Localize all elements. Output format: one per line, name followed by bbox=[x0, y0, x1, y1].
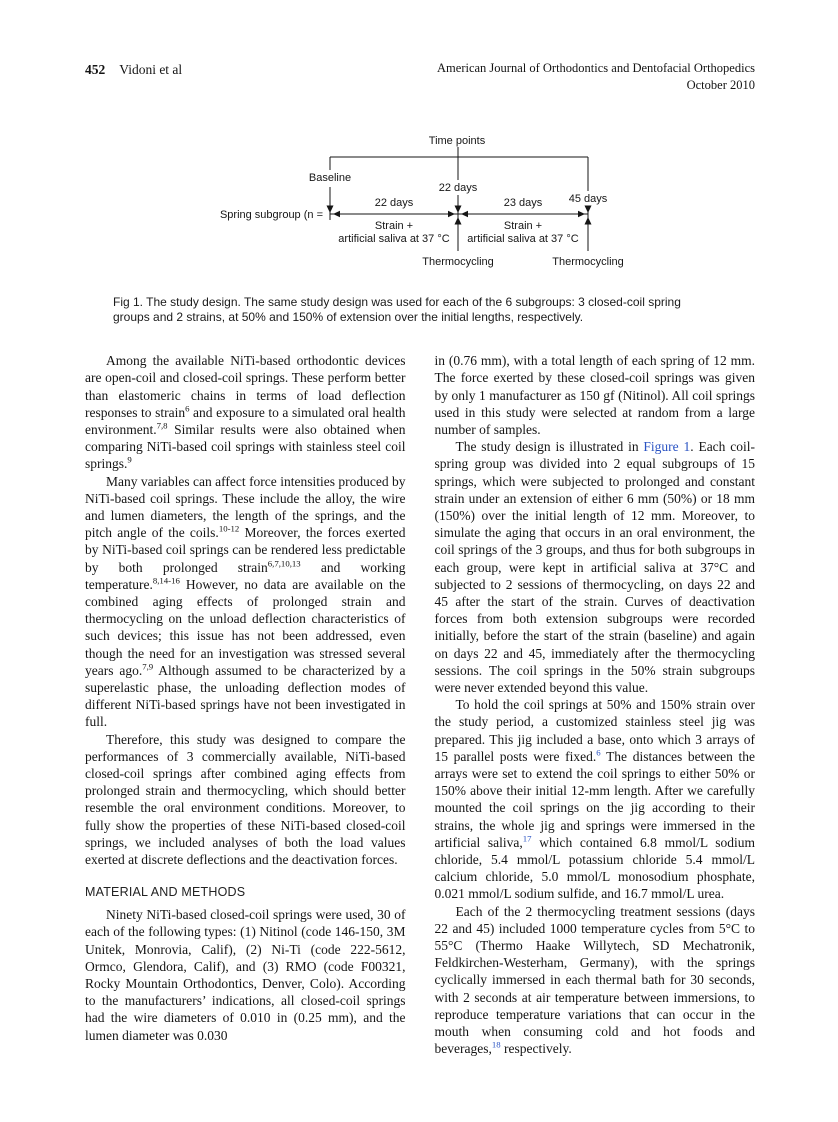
right-column bbox=[435, 352, 756, 1057]
text-run: The distances between the arrays were set to extend the coil springs to either 50% or 150% above their initial 12-mm length. After we carefully mounted the coil springs on the jig according to their strains, the whole jig and springs were immersed in the artificial saliva, bbox=[434, 748, 756, 850]
citation-reference: 7,9 bbox=[142, 661, 154, 672]
paragraph bbox=[85, 906, 406, 1044]
paragraph bbox=[435, 696, 756, 902]
strain-label-2-line1: Strain + bbox=[503, 219, 543, 232]
text-run: To hold the coil springs at 50% and 150% strain over the study period, a customized stainless steel jig was prepared. This jig included a base, onto which 3 arrays of 15 parallel posts were fixed. bbox=[434, 697, 755, 764]
text-run: Ninety NiTi-based closed-coil springs were used, 30 of each of the following types: (1) Nitinol (code 146-150, 3M Unitek, Monrovia, Calif), (2) Ni-Ti (code 222-5612, Ormco, Glendora, Calif), and (3) RMO (code F00321, Rocky Mountain Orthodontics, Denver, Colo). According to the manufacturers’ indications, all closed-coil springs had the wire diameters of 0.010 in (0.25 mm), and the lumen diameter was 0.030 bbox=[85, 907, 406, 1043]
running-authors: Vidoni et al bbox=[119, 62, 183, 77]
page-header bbox=[85, 60, 755, 95]
journal-info bbox=[437, 60, 755, 95]
text-run: in (0.76 mm), with a total length of each spring of 12 mm. The force exerted by these closed-coil springs was given by only 1 manufacturer as 150 gf (Nitinol). All coil springs used in this study were selected at random from a large number of samples. bbox=[434, 353, 755, 437]
text-run: Each of the 2 thermocycling treatment sessions (days 22 and 45) included 1000 temperature cycles from 5°C to 55°C (Thermo Haake Willytech, SD Mechatronik, Feldkirchen-Westerham, Germany), with the springs cyclically immersed in each thermal bath for 30 seconds, with 2 seconds at air temperature between immersions, to reproduce temperature variations that can occur in the mouth when consuming cold and hot foods and beverages, bbox=[434, 903, 755, 1057]
paragraph bbox=[435, 352, 756, 438]
text-run: . Each coil-spring group was divided into 2 equal subgroups of 15 springs, which were subjected to prolonged and constant strain under an extension of either 6 mm (50%) or 18 mm (150%) over the initial length of 12 mm. Moreover, to simulate the aging that occurs in an oral environment, the coil springs of the 3 groups, and thus for both subgroups in each group, were kept in artificial saliva at 37°C and subjected to 2 sessions of thermocycling, on days 22 and 45 after the start of the strain. Curves of deactivation forces from both extension subgroups were recorded initially, before the start of the strain (baseline) and again on days 22 and 45, immediately after the thermocycling sessions. The coil springs in the 50% strain subgroups were never extended beyond this value. bbox=[434, 439, 755, 696]
paragraph bbox=[435, 903, 756, 1058]
text-run: However, no data are available on the combined aging effects of prolonged strain and thermocycling on the unload deflection characteristics of such devices; this issue has not been addressed, even though the need for an investigation was stressed several years ago. bbox=[85, 576, 406, 678]
paragraph bbox=[85, 473, 406, 731]
thermocycling-label-1: Thermocycling bbox=[422, 255, 494, 268]
paragraph bbox=[435, 438, 756, 696]
segment1-22days-label: 22 days bbox=[374, 196, 414, 209]
citation-reference-link[interactable]: 17 bbox=[522, 833, 532, 844]
timepoint-45days-label: 45 days bbox=[568, 192, 608, 205]
strain-label-2-line2: artificial saliva at 37 °C bbox=[467, 232, 579, 245]
baseline-label: Baseline bbox=[308, 171, 352, 184]
text-run: Similar results were also obtained when comparing NiTi-based coil springs with stainless steel coil springs. bbox=[85, 421, 406, 472]
citation-reference: 8,14-16 bbox=[152, 575, 180, 586]
citation-reference: 6 bbox=[185, 403, 190, 414]
thermocycling-label-2: Thermocycling bbox=[552, 255, 624, 268]
citation-reference-link[interactable]: 6 bbox=[596, 747, 601, 758]
text-run: Many variables can affect force intensities produced by NiTi-based coil springs. These include the alloy, the wire and lumen diameters, the length of the springs, and the pitch angle of the coils. bbox=[85, 473, 406, 541]
citation-reference: 9 bbox=[127, 454, 132, 465]
figure-1 bbox=[85, 129, 755, 327]
paragraph bbox=[85, 352, 406, 472]
figure-crossref-link[interactable]: Figure 1 bbox=[643, 439, 691, 455]
citation-reference: 10-12 bbox=[218, 523, 240, 534]
citation-reference: 7,8 bbox=[156, 420, 168, 431]
running-head-left bbox=[85, 60, 182, 78]
article-body bbox=[85, 352, 755, 1057]
text-run: Among the available NiTi-based orthodontic devices are open-coil and closed-coil springs. These perform better than elastomeric chains in terms of load deflection responses to strain bbox=[85, 353, 406, 420]
issue-date: October 2010 bbox=[686, 78, 755, 93]
citation-reference-link[interactable]: 18 bbox=[491, 1039, 501, 1050]
strain-label-1-line1: Strain + bbox=[374, 219, 414, 232]
diagram-arrowheads bbox=[327, 205, 592, 224]
text-run: which contained 6.8 mmol/L sodium chloride, 5.4 mmol/L potassium chloride 5.4 mmol/L calcium chloride, 5.0 mmol/L monosodium phosphate, 0.021 mmol/L sodium sulfide, and 16.7 mmol/L urea. bbox=[434, 834, 755, 902]
page-number: 452 bbox=[85, 62, 106, 77]
study-design-diagram bbox=[190, 129, 670, 281]
text-run: Although assumed to be characterized by a superelastic phase, the unloading deflection modes of different NiTi-based springs have not been investigated in full. bbox=[85, 662, 406, 730]
text-run: respectively. bbox=[500, 1041, 572, 1057]
spring-subgroup-label: Spring subgroup (n = bbox=[219, 208, 323, 221]
text-run: Therefore, this study was designed to compare the performances of 3 commercially available, NiTi-based closed-coil springs after combined aging effects from prolonged strain and thermocycling, which should better resemble the oral environment conditions. Moreover, to fully show the properties of these NiTi-based closed-coil springs, we included analyses of both the load values exerted at discrete deflections and the deactivation forces. bbox=[85, 731, 406, 868]
timepoint-22days-label: 22 days bbox=[438, 181, 478, 194]
strain-label-1-line2: artificial saliva at 37 °C bbox=[338, 232, 450, 245]
citation-reference: 6,7,10,13 bbox=[267, 558, 301, 569]
paragraph bbox=[85, 731, 406, 869]
text-run: The study design is illustrated in bbox=[455, 439, 644, 455]
time-points-label: Time points bbox=[428, 134, 486, 147]
segment2-23days-label: 23 days bbox=[503, 196, 543, 209]
figure-caption: Fig 1. The study design. The same study design was used for each of the 6 subgroups: 3 closed-coil spring groups and 2 strains, at 50% and 150% of extension over the initial lengths, respectively. bbox=[113, 294, 681, 325]
text-run: and working temperature. bbox=[85, 559, 406, 592]
journal-name: American Journal of Orthodontics and Dentofacial Orthopedics bbox=[437, 61, 755, 75]
section-heading: MATERIAL AND METHODS bbox=[85, 885, 246, 900]
left-column bbox=[85, 352, 406, 1057]
text-run: Moreover, the forces exerted by NiTi-based coil springs can be rendered less predictable by both prolonged strain bbox=[85, 525, 406, 575]
text-run: and exposure to a simulated oral health environment. bbox=[85, 404, 406, 437]
